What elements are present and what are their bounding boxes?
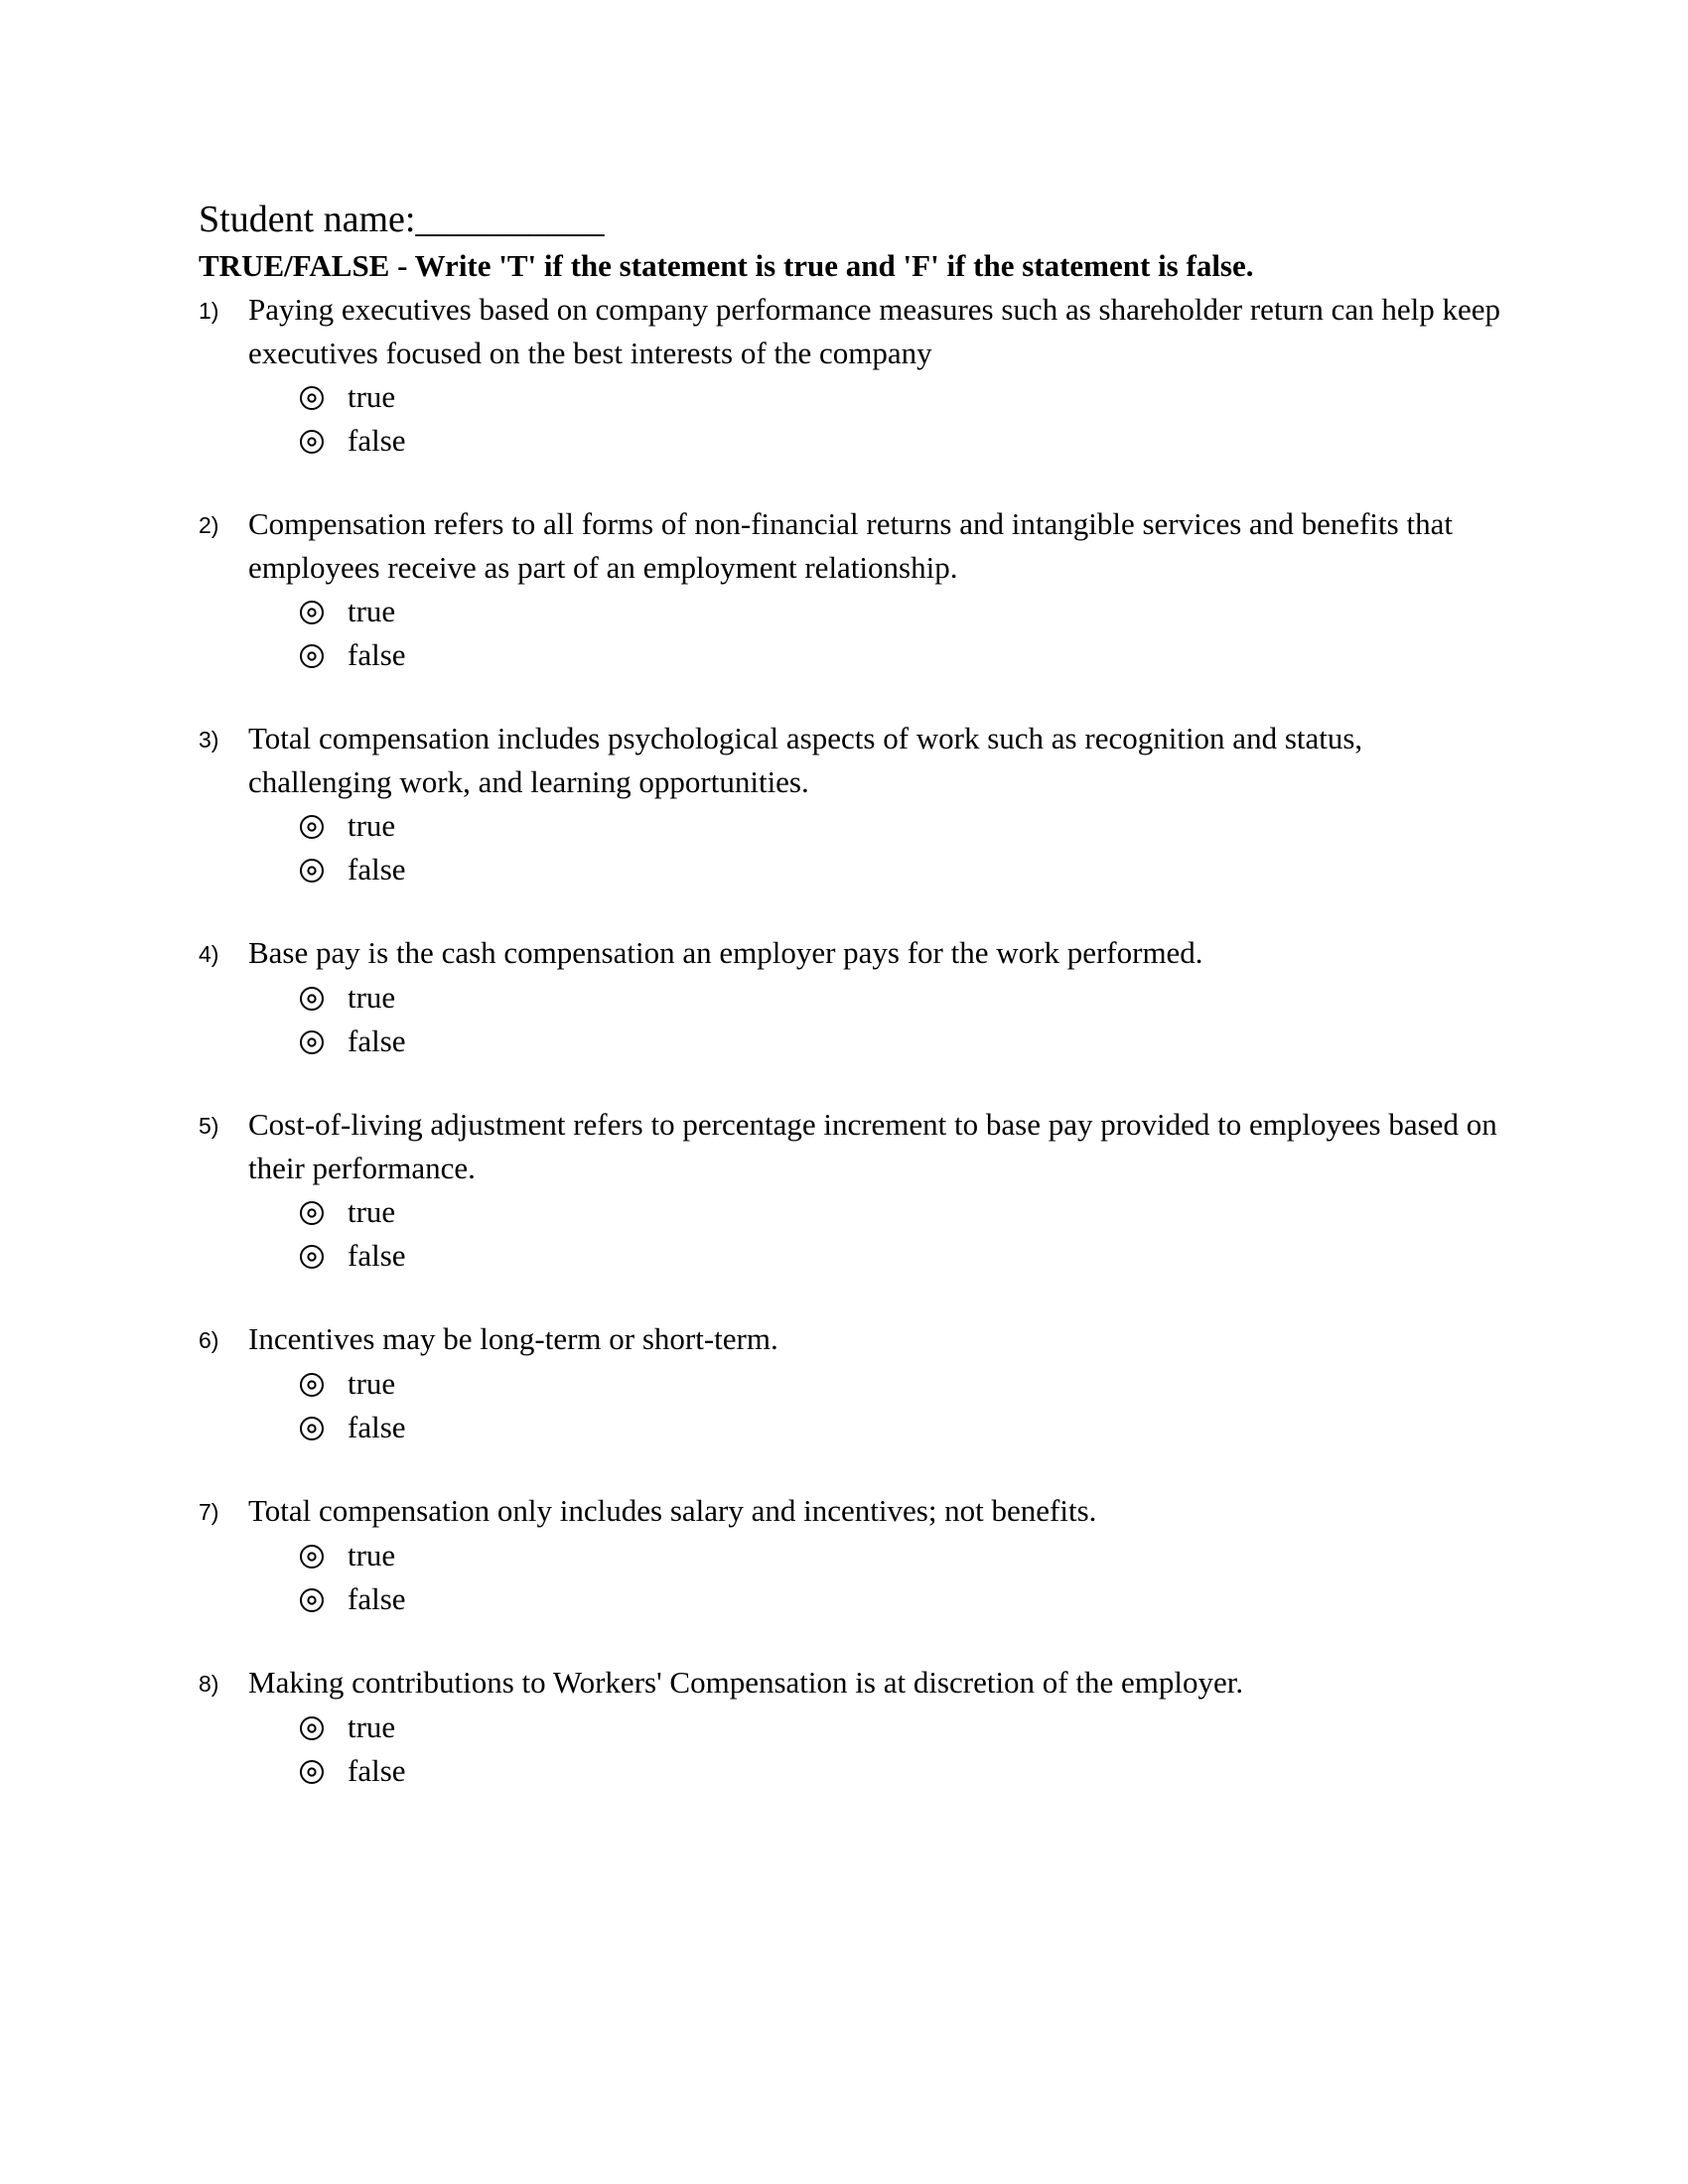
option-label: true [348, 594, 396, 628]
question-7 [199, 1489, 1509, 1621]
student-name-label: Student name:__________ [199, 199, 605, 240]
option-false[interactable] [298, 1020, 1509, 1063]
question-number: 2) [199, 512, 219, 538]
question-text: Total compensation includes psychological aspects of work such as recognition and status, challenging work, and learning opportunities. [248, 721, 1363, 799]
radio-ring-dot-icon[interactable] [298, 1714, 326, 1742]
question-4 [199, 931, 1509, 1063]
options [199, 1362, 1509, 1449]
option-label: false [348, 1581, 406, 1616]
question-list [199, 288, 1509, 1793]
option-false[interactable] [298, 1577, 1509, 1621]
question-text: Compensation refers to all forms of non-financial returns and intangible services and benefits that employees receive as part of an employment relationship. [248, 506, 1453, 585]
radio-ring-dot-icon[interactable] [298, 813, 326, 841]
options [199, 1534, 1509, 1621]
question-8 [199, 1661, 1509, 1793]
options [199, 375, 1509, 463]
option-label: true [348, 980, 396, 1015]
radio-ring-dot-icon[interactable] [298, 599, 326, 626]
radio-ring-dot-icon[interactable] [298, 1243, 326, 1271]
option-false[interactable] [298, 1234, 1509, 1278]
radio-ring-dot-icon[interactable] [298, 1199, 326, 1227]
option-true[interactable] [298, 1534, 1509, 1577]
option-false[interactable] [298, 1406, 1509, 1449]
quiz-page [199, 195, 1509, 1833]
radio-ring-dot-icon[interactable] [298, 384, 326, 412]
option-true[interactable] [298, 375, 1509, 419]
option-false[interactable] [298, 1749, 1509, 1793]
options [199, 976, 1509, 1063]
question-number: 1) [199, 298, 219, 324]
question-5 [199, 1103, 1509, 1278]
option-label: true [348, 1194, 396, 1229]
radio-ring-dot-icon[interactable] [298, 1758, 326, 1786]
option-label: false [348, 1238, 406, 1273]
option-label: false [348, 423, 406, 458]
radio-ring-dot-icon[interactable] [298, 642, 326, 670]
question-text: Incentives may be long-term or short-term. [248, 1321, 778, 1356]
question-6 [199, 1317, 1509, 1449]
options [199, 804, 1509, 891]
question-number: 3) [199, 727, 219, 752]
option-label: true [348, 808, 396, 843]
radio-ring-dot-icon[interactable] [298, 1543, 326, 1570]
option-false[interactable] [298, 419, 1509, 463]
options [199, 590, 1509, 677]
question-text: Making contributions to Workers' Compensation is at discretion of the employer. [248, 1665, 1244, 1700]
question-1 [199, 288, 1509, 463]
option-true[interactable] [298, 1190, 1509, 1234]
options [199, 1706, 1509, 1793]
question-number: 7) [199, 1499, 219, 1525]
question-text: Cost-of-living adjustment refers to percentage increment to base pay provided to employees based on their performance. [248, 1107, 1497, 1185]
question-text: Base pay is the cash compensation an employer pays for the work performed. [248, 935, 1203, 970]
radio-ring-dot-icon[interactable] [298, 1586, 326, 1614]
option-label: false [348, 1024, 406, 1058]
question-number: 4) [199, 941, 219, 967]
radio-ring-dot-icon[interactable] [298, 985, 326, 1013]
radio-ring-dot-icon[interactable] [298, 1371, 326, 1399]
option-label: true [348, 379, 396, 414]
option-label: true [348, 1709, 396, 1744]
option-true[interactable] [298, 1362, 1509, 1406]
option-label: false [348, 637, 406, 672]
option-true[interactable] [298, 976, 1509, 1020]
option-label: false [348, 852, 406, 887]
question-text: Total compensation only includes salary and incentives; not benefits. [248, 1493, 1097, 1528]
radio-ring-dot-icon[interactable] [298, 428, 326, 456]
radio-ring-dot-icon[interactable] [298, 857, 326, 885]
option-label: false [348, 1410, 406, 1444]
question-3 [199, 717, 1509, 891]
option-true[interactable] [298, 804, 1509, 848]
instructions-heading: TRUE/FALSE - Write 'T' if the statement is true and 'F' if the statement is false. [199, 248, 1254, 283]
option-label: true [348, 1538, 396, 1572]
options [199, 1190, 1509, 1278]
question-text: Paying executives based on company performance measures such as shareholder return can help keep executives focused on the best interests of the company [248, 292, 1501, 370]
option-label: true [348, 1366, 396, 1401]
question-number: 8) [199, 1671, 219, 1697]
option-false[interactable] [298, 633, 1509, 677]
question-number: 6) [199, 1327, 219, 1353]
option-label: false [348, 1753, 406, 1788]
radio-ring-dot-icon[interactable] [298, 1415, 326, 1442]
question-number: 5) [199, 1113, 219, 1139]
radio-ring-dot-icon[interactable] [298, 1028, 326, 1056]
question-2 [199, 502, 1509, 677]
option-false[interactable] [298, 848, 1509, 891]
option-true[interactable] [298, 590, 1509, 633]
option-true[interactable] [298, 1706, 1509, 1749]
